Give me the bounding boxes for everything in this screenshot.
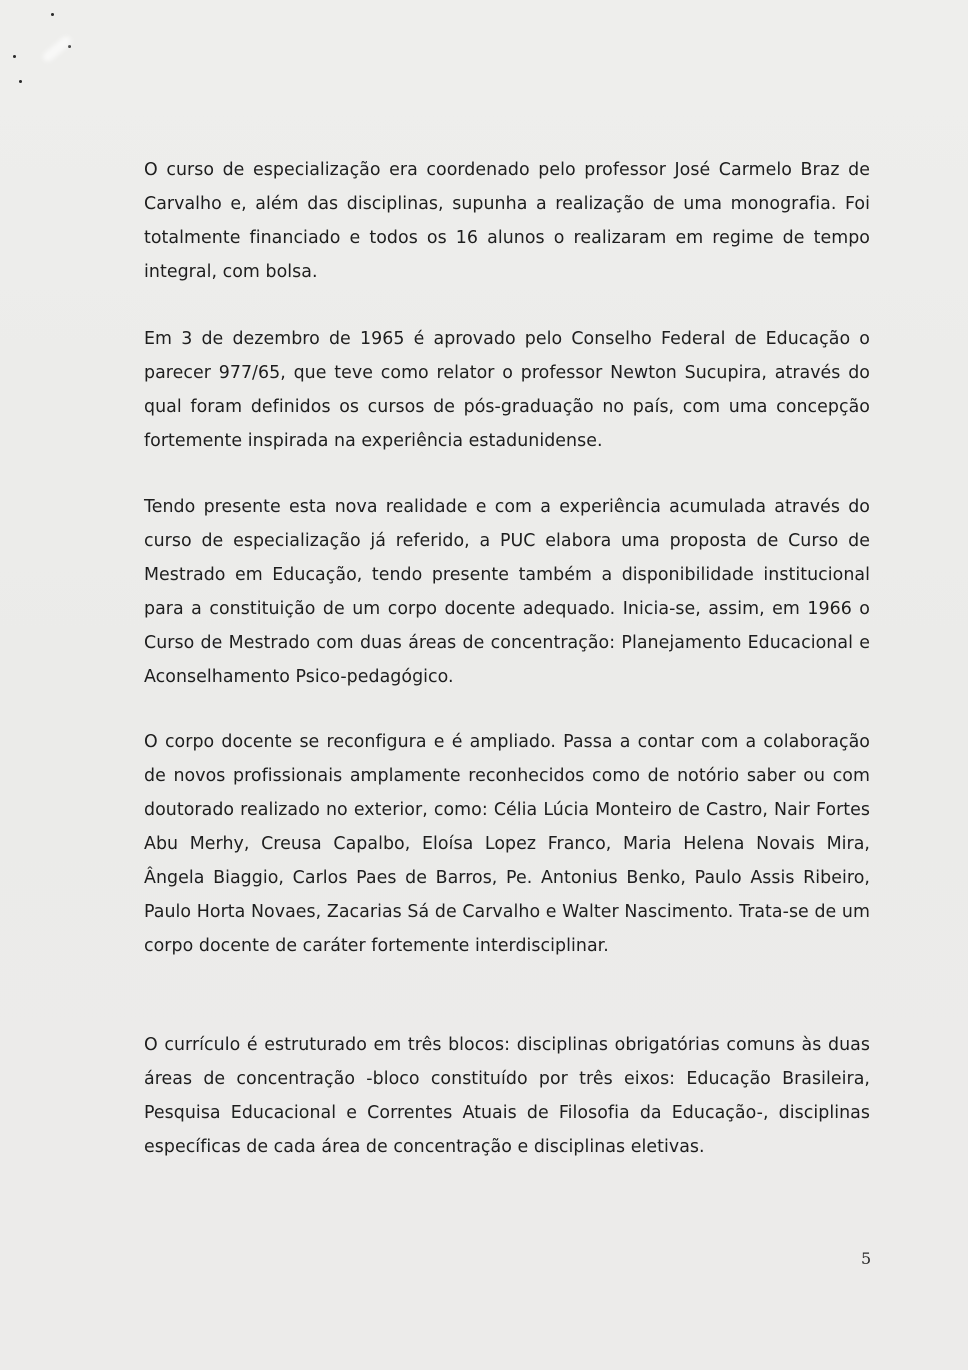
scan-speck: [19, 80, 22, 83]
paragraph-specialization-course: O curso de especialização era coordenado pelo professor José Carmelo Braz de Carvalho e, além das disciplinas, supunha a realização de uma monografia. Foi totalmente financiado e todos os 16 alunos o realizaram em regime de tempo integral, com bolsa.: [144, 160, 870, 282]
paragraph-curriculum: O currículo é estruturado em três blocos: disciplinas obrigatórias comuns às duas áreas de concentração -bloco constituído por três eixos: Educação Brasileira, Pesquisa Educacional e Correntes Atuais de Filosofia da Educação-, disciplinas específicas de cada área de concentração e disciplinas eletivas.: [144, 1035, 870, 1157]
paragraph-mestrado-proposal: Tendo presente esta nova realidade e com a experiência acumulada através do curso de especialização já referido, a PUC elabora uma proposta de Curso de Mestrado em Educação, tendo presente também a disponibilidade institucional para a constituição de um corpo docente adequado. Inicia-se, assim, em 1966 o Curso de Mestrado com duas áreas de concentração: Planejamento Educacional e Aconselhamento Psico-pedagógico.: [144, 497, 870, 687]
paragraph-faculty: O corpo docente se reconfigura e é ampliado. Passa a contar com a colaboração de novos profissionais amplamente reconhecidos como de notório saber ou com doutorado realizado no exterior, como: Célia Lúcia Monteiro de Castro, Nair Fortes Abu Merhy, Creusa Capalbo, Eloísa Lopez Franco, Maria Helena Novais Mira, Ângela Biaggio, Carlos Paes de Barros, Pe. Antonius Benko, Paulo Assis Ribeiro, Paulo Horta Novaes, Zacarias Sá de Carvalho e Walter Nascimento. Trata-se de um corpo docente de caráter fortemente interdisciplinar.: [144, 732, 870, 956]
paragraph-parecer-977: Em 3 de dezembro de 1965 é aprovado pelo Conselho Federal de Educação o parecer 977/65, que teve como relator o professor Newton Sucupira, através do qual foram definidos os cursos de pós-graduação no país, com uma concepção fortemente inspirada na experiência estadunidense.: [144, 329, 870, 451]
page-number: 5: [861, 1249, 872, 1268]
scan-speck: [13, 55, 16, 58]
scan-smudge: [41, 34, 73, 64]
scan-speck: [51, 13, 54, 16]
